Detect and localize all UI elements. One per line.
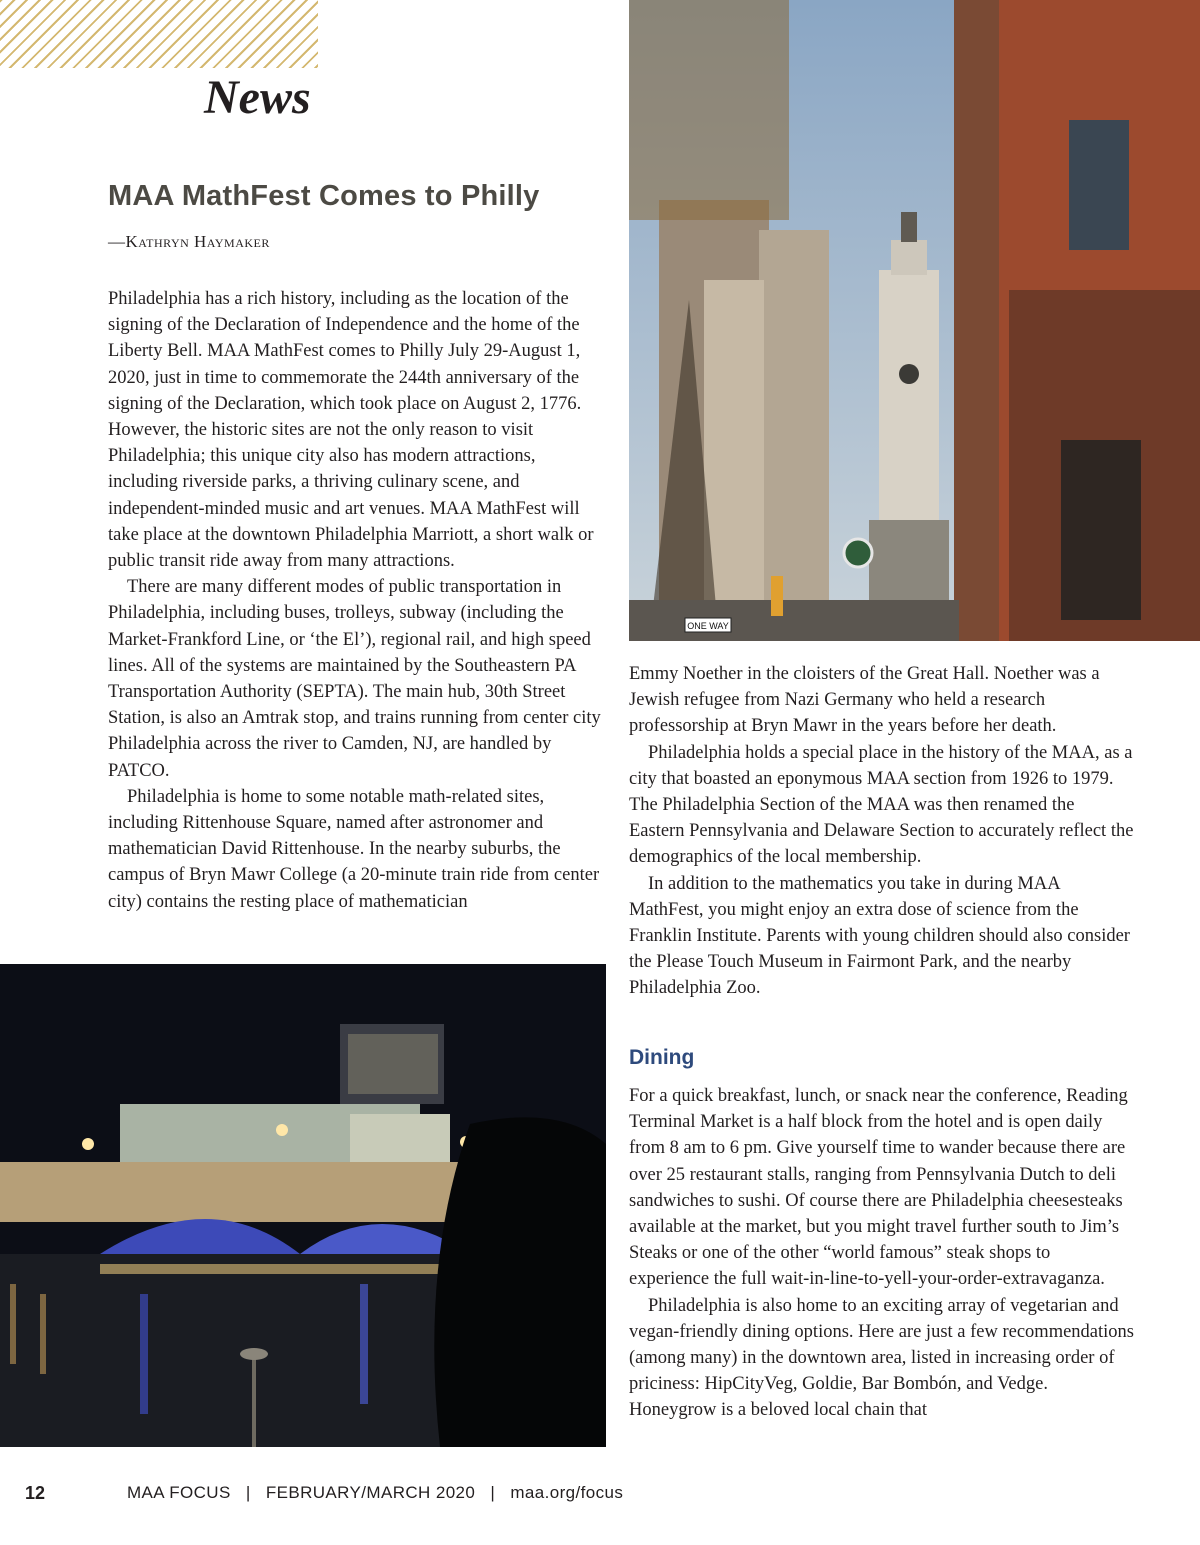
paragraph: Philadelphia is also home to an exciting array of vegetarian and vegan-friendly dining options. Here are just a few recommendations (among many) in the downtown area, listed in increasing order of priciness: HipCityVeg, Goldie, Bar Bombón, and Vedge. Honeygrow is a beloved local chain that [629, 1295, 1134, 1421]
page-number: 12 [25, 1483, 46, 1503]
footer-publication-line [127, 1483, 623, 1503]
paragraph: In addition to the mathematics you take in during MAA MathFest, you might enjoy an extra dose of science from the Franklin Institute. Parents with young children should also consider the Please Touch Museum in Fairmont Park, and the nearby Philadelphia Zoo. [629, 873, 1130, 999]
issue-date: FEBRUARY/MARCH 2020 [265, 1483, 476, 1502]
page-footer [0, 1478, 1200, 1508]
article-column-right [629, 661, 1134, 1002]
article-byline: —Kathryn Haymaker [108, 232, 270, 251]
paragraph: Philadelphia holds a special place in the history of the MAA, as a city that boasted an eponymous MAA section from 1926 to 1979. The Philadelphia Section of the MAA was then renamed the Eastern Pennsylvania and Delaware Section to accurately reflect the demographics of the local membership. [629, 742, 1134, 868]
paragraph: There are many different modes of public transportation in Philadelphia, including buses, trolleys, subway (including the Market-Frankford Line, or ‘the El’), regional rail, and high speed lines. All of the systems are maintained by the Southeastern PA Transportation Authority (SEPTA). The main hub, 30th Street Station, is also an Amtrak stop, and trains running from center city Philadelphia across the river to Camden, NJ, are handled by PATCO. [108, 577, 601, 781]
publication-name: MAA FOCUS [127, 1483, 231, 1502]
one-way-sign: ONE WAY [687, 621, 729, 631]
paragraph: Philadelphia has a rich history, including as the location of the signing of the Declaration of Independence and the home of the Liberty Bell. MAA MathFest comes to Philly July 29-August 1, 2020, just in time to commemorate the 244th anniversary of the signing of the Declaration, which took place on August 2, 1776. However, the historic sites are not the only reason to visit Philadelphia; this unique city also has modern attractions, including riverside parks, a thriving culinary scene, and independent-minded music and art venues. MAA MathFest will take place at the downtown Philadelphia Marriott, a short walk or public transit ride away from many attractions. [108, 289, 594, 572]
photo-30th-street-station-night [0, 964, 606, 1447]
photo-city-hall-street [629, 0, 1200, 641]
dining-column [629, 1083, 1134, 1424]
separator: | [245, 1483, 251, 1502]
article-column-left [108, 286, 608, 915]
decorative-stripes [0, 0, 318, 68]
article-headline: MAA MathFest Comes to Philly [108, 180, 540, 212]
separator: | [490, 1483, 496, 1502]
paragraph: Philadelphia is home to some notable math-related sites, including Rittenhouse Square, named after astronomer and mathematician David Rittenhouse. In the nearby suburbs, the campus of Bryn Mawr College (a 20-minute train ride from center city) contains the resting place of mathematician [108, 786, 600, 912]
section-title: News [204, 71, 311, 124]
paragraph: Emmy Noether in the cloisters of the Great Hall. Noether was a Jewish refugee from Nazi Germany who held a research professorship at Bryn Mawr in the years before her death. [629, 664, 1100, 737]
dining-heading: Dining [629, 1046, 695, 1069]
footer-url[interactable]: maa.org/focus [510, 1483, 624, 1502]
paragraph: For a quick breakfast, lunch, or snack near the conference, Reading Terminal Market is a half block from the hotel and is open daily from 8 am to 6 pm. Give yourself time to wander because there are over 25 restaurant stalls, ranging from Pennsylvania Dutch to deli sandwiches to sushi. Of course there are Philadelphia cheesesteaks available at the market, but you might travel further south to Jim’s Steaks or one of the other “world famous” steak shops to experience the full wait-in-line-to-yell-your-order-extravaganza. [629, 1086, 1128, 1290]
